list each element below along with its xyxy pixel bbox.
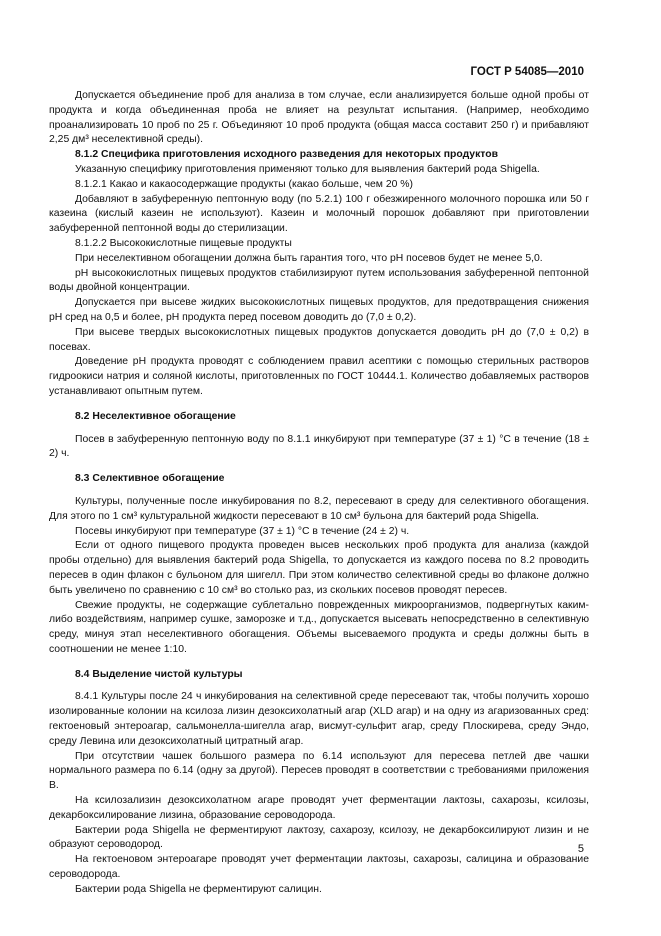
paragraph: Бактерии рода Shigella не ферментируют салицин. [75, 883, 322, 895]
standard-header: ГОСТ Р 54085—2010 [470, 66, 584, 78]
section-heading-8-4: 8.4 Выделение чистой культуры [75, 668, 243, 680]
paragraph: Посев в забуференную пептонную воду по 8.1.1 инкубируют при температуре (37 ± 1) °С в течение (18 ± 2) ч. [49, 433, 589, 460]
paragraph: Допускается при высеве жидких высококислотных пищевых продуктов, для предотвращения снижения pH сред на 0,5 и более, pH продукта перед посевом доводить до (7,0 ± 0,2). [49, 297, 589, 323]
paragraph: При отсутствии чашек большого размера по 6.14 используют для пересева петлей две чашки нормального размера по 6.14 (одну за другой). Пересев проводят в соответствии с требованиями приложения В. [49, 750, 589, 792]
paragraph: Если от одного пищевого продукта проведен высев нескольких проб продукта для анализа (каждой пробы отдельно) для выявления бактерий рода Shigella, то допускается из каждого посева по 8.2 проводить пересев в один флакон с бульоном для шигелл. При этом количество селективной среды во флаконе должно быть увеличено по сравнению с 10 см³ во столько раз, из скольких посевов проводят пересев. [49, 540, 589, 596]
section-heading-8-3: 8.3 Селективное обогащение [75, 473, 225, 485]
paragraph: 8.1.2.2 Высококислотные пищевые продукты [75, 237, 292, 249]
paragraph: Указанную специфику приготовления применяют только для выявления бактерий рода Shigella. [75, 163, 540, 175]
paragraph: Свежие продукты, не содержащие сублетально поврежденных микроорганизмов, подвергнутых каким-либо воздействиям, например сушке, заморозке и т.д., допускается высевать непосредственно в селективную среду, минуя этап неселективного обогащения. Объемы высеваемого продукта и среды должны быть в соотношении не менее 1:10. [49, 599, 589, 655]
paragraph: На ксилозализин дезоксихолатном агаре проводят учет ферментации лактозы, сахарозы, ксилозы, декарбоксилирование лизина, образование сероводорода. [49, 795, 589, 821]
section-heading-8-1-2: 8.1.2 Специфика приготовления исходного разведения для некоторых продуктов [75, 149, 498, 161]
document-body [49, 89, 589, 898]
paragraph: Допускается объединение проб для анализа в том случае, если анализируется больше одной пробы от продукта и когда объединенная проба не влияет на результат испытания. (Например, необходимо проанализировать 10 проб по 25 г. Объединяют 10 проб продукта (общая масса составит 250 г) и прибавляют 2,25 дм³ неселективной среды). [49, 90, 589, 146]
paragraph: Бактерии рода Shigella не ферментируют лактозу, сахарозу, ксилозу, не декарбоксилируют лизин и не образуют сероводород. [49, 824, 589, 851]
paragraph: Доведение pH продукта проводят с соблюдением правил асептики с помощью стерильных растворов гидроокиси натрия и соляной кислоты, приготовленных по ГОСТ 10444.1. Количество добавляемых растворов устанавливают опытным путем. [49, 356, 589, 397]
paragraph: Добавляют в забуференную пептонную воду (по 5.2.1) 100 г обезжиренного молочного порошка или 50 г казеина (кислый казеин не используют). Казеин и молочный порошок добавляют при приготовлении забуференной пептонной воды до стерилизации. [49, 193, 589, 235]
paragraph: Культуры, полученные после инкубирования по 8.2, пересевают в среду для селективного обогащения. Для этого по 1 см³ культуральной жидкости пересевают в 10 см³ бульона для бактерий рода Shigella. [49, 495, 589, 522]
paragraph: 8.4.1 Культуры после 24 ч инкубирования на селективной среде пересевают так, чтобы получить хорошо изолированные колонии на ксилоза лизин дезоксихолатный агар (XLD агар) и на одну из агаризованных сред: гектоеновый энтероагар, сальмонелла-шигелла агар, висмут-сульфит агар, среду Плоскирева, среду Эндо, среду Левина или дезоксихолатный цитратный агар. [49, 691, 589, 747]
paragraph: Посевы инкубируют при температуре (37 ± 1) °С в течение (24 ± 2) ч. [75, 525, 410, 537]
paragraph: pH высококислотных пищевых продуктов стабилизируют путем использования забуференной пептонной воды двойной концентрации. [49, 267, 589, 294]
paragraph: На гектоеновом энтероагаре проводят учет ферментации лактозы, сахарозы, салицина и образование сероводорода. [49, 854, 589, 881]
paragraph: При высеве твердых высококислотных пищевых продуктов допускается доводить pH до (7,0 ± 0,2) в посевах. [49, 326, 589, 353]
page-number: 5 [577, 843, 584, 855]
paragraph: 8.1.2.1 Какао и какаосодержащие продукты (какао больше, чем 20 %) [75, 178, 413, 190]
paragraph: При неселективном обогащении должна быть гарантия того, что pH посевов будет не менее 5,0. [75, 252, 543, 264]
section-heading-8-2: 8.2 Неселективное обогащение [75, 410, 236, 422]
